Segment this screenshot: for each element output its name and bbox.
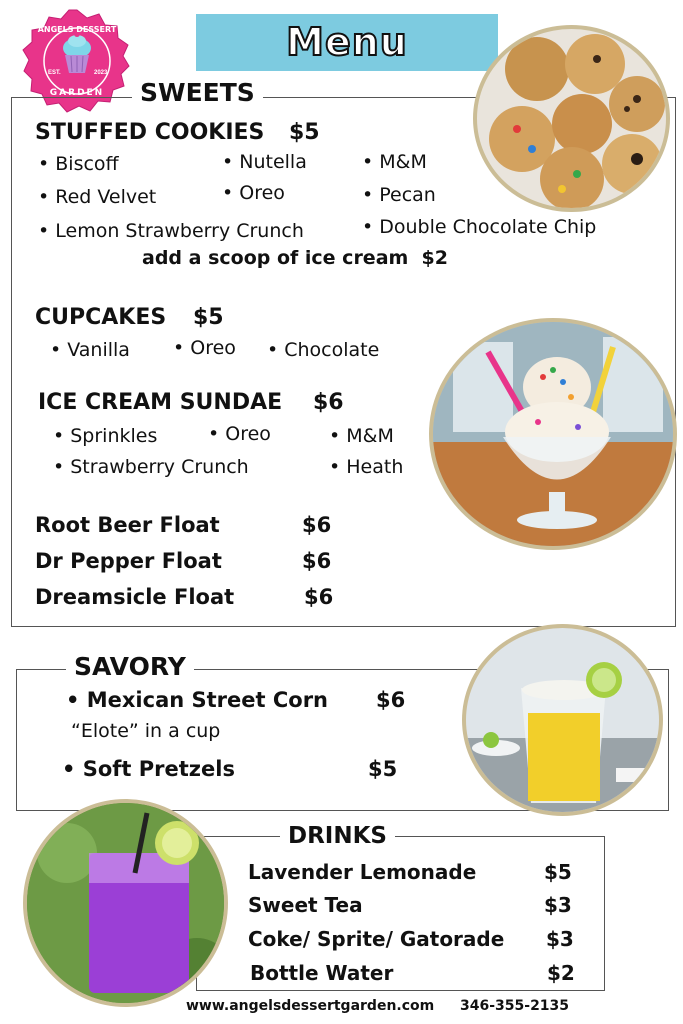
lemonade-photo	[23, 799, 228, 1007]
savory-price-pretzels: $5	[368, 757, 398, 781]
cookie-flavor-nutella: • Nutella	[222, 151, 307, 173]
float-name-dr-pepper: Dr Pepper Float	[35, 549, 222, 573]
sundae-topping-heath: • Heath	[329, 456, 404, 478]
drink-name-bottle-water: Bottle Water	[250, 961, 394, 985]
sundae-topping-oreo: • Oreo	[208, 423, 271, 445]
logo-top-text: ANGELS DESSERT	[37, 25, 117, 34]
footer-phone: 346-355-2135	[460, 998, 570, 1014]
float-price-root-beer: $6	[302, 513, 332, 537]
cookie-flavor-lemon-strawberry: • Lemon Strawberry Crunch	[38, 220, 304, 242]
sundae-price: $6	[313, 390, 344, 415]
drink-name-sweet-tea: Sweet Tea	[248, 893, 363, 917]
logo-bottom-text: GARDEN	[49, 88, 105, 98]
drink-price-sweet-tea: $3	[544, 893, 572, 917]
logo-est: EST.	[48, 70, 61, 76]
footer-website[interactable]: www.angelsdessertgarden.com	[186, 998, 435, 1014]
drink-price-bottle-water: $2	[547, 961, 575, 985]
cupcakes-price: $5	[193, 305, 224, 330]
drink-price-soda: $3	[546, 927, 574, 951]
float-name-root-beer: Root Beer Float	[35, 513, 220, 537]
logo-year: 2023	[94, 70, 108, 76]
savory-item-corn: • Mexican Street Corn	[66, 688, 328, 712]
drinks-heading: DRINKS	[280, 823, 395, 849]
drink-name-lavender-lemonade: Lavender Lemonade	[248, 860, 477, 884]
cookie-flavor-red-velvet: • Red Velvet	[38, 186, 157, 208]
cupcake-flavor-vanilla: • Vanilla	[50, 339, 130, 361]
sweets-heading: SWEETS	[132, 78, 263, 107]
sundae-topping-sprinkles: • Sprinkles	[53, 425, 158, 447]
float-name-dreamsicle: Dreamsicle Float	[35, 585, 235, 609]
cupcakes-title: CUPCAKES	[35, 305, 167, 330]
savory-note-elote: “Elote” in a cup	[71, 720, 221, 742]
cookie-flavor-mm: • M&M	[362, 151, 427, 173]
cookie-flavor-oreo: • Oreo	[222, 182, 285, 204]
sundae-title: ICE CREAM SUNDAE	[38, 390, 283, 415]
savory-price-corn: $6	[376, 688, 406, 712]
cookies-title: STUFFED COOKIES	[35, 120, 265, 145]
corn-photo	[462, 624, 663, 816]
sundae-photo	[429, 318, 677, 550]
savory-item-pretzels: • Soft Pretzels	[62, 757, 235, 781]
cookie-flavor-pecan: • Pecan	[362, 184, 436, 206]
cupcake-flavor-chocolate: • Chocolate	[267, 339, 380, 361]
drink-name-soda: Coke/ Sprite/ Gatorade	[248, 927, 505, 951]
cookies-photo	[473, 25, 670, 212]
cookie-flavor-biscoff: • Biscoff	[38, 153, 119, 175]
sundae-topping-strawberry-crunch: • Strawberry Crunch	[53, 456, 249, 478]
savory-heading: SAVORY	[66, 652, 194, 681]
drink-price-lavender-lemonade: $5	[544, 860, 572, 884]
cupcake-flavor-oreo: • Oreo	[173, 337, 236, 359]
float-price-dr-pepper: $6	[302, 549, 332, 573]
page-title: Menu	[286, 20, 408, 64]
cookies-price: $5	[289, 120, 320, 145]
sundae-topping-mm: • M&M	[329, 425, 394, 447]
float-price-dreamsicle: $6	[304, 585, 334, 609]
ice-cream-addon: add a scoop of ice cream $2	[142, 247, 448, 269]
cookie-flavor-double-chocolate: • Double Chocolate Chip	[362, 216, 597, 238]
